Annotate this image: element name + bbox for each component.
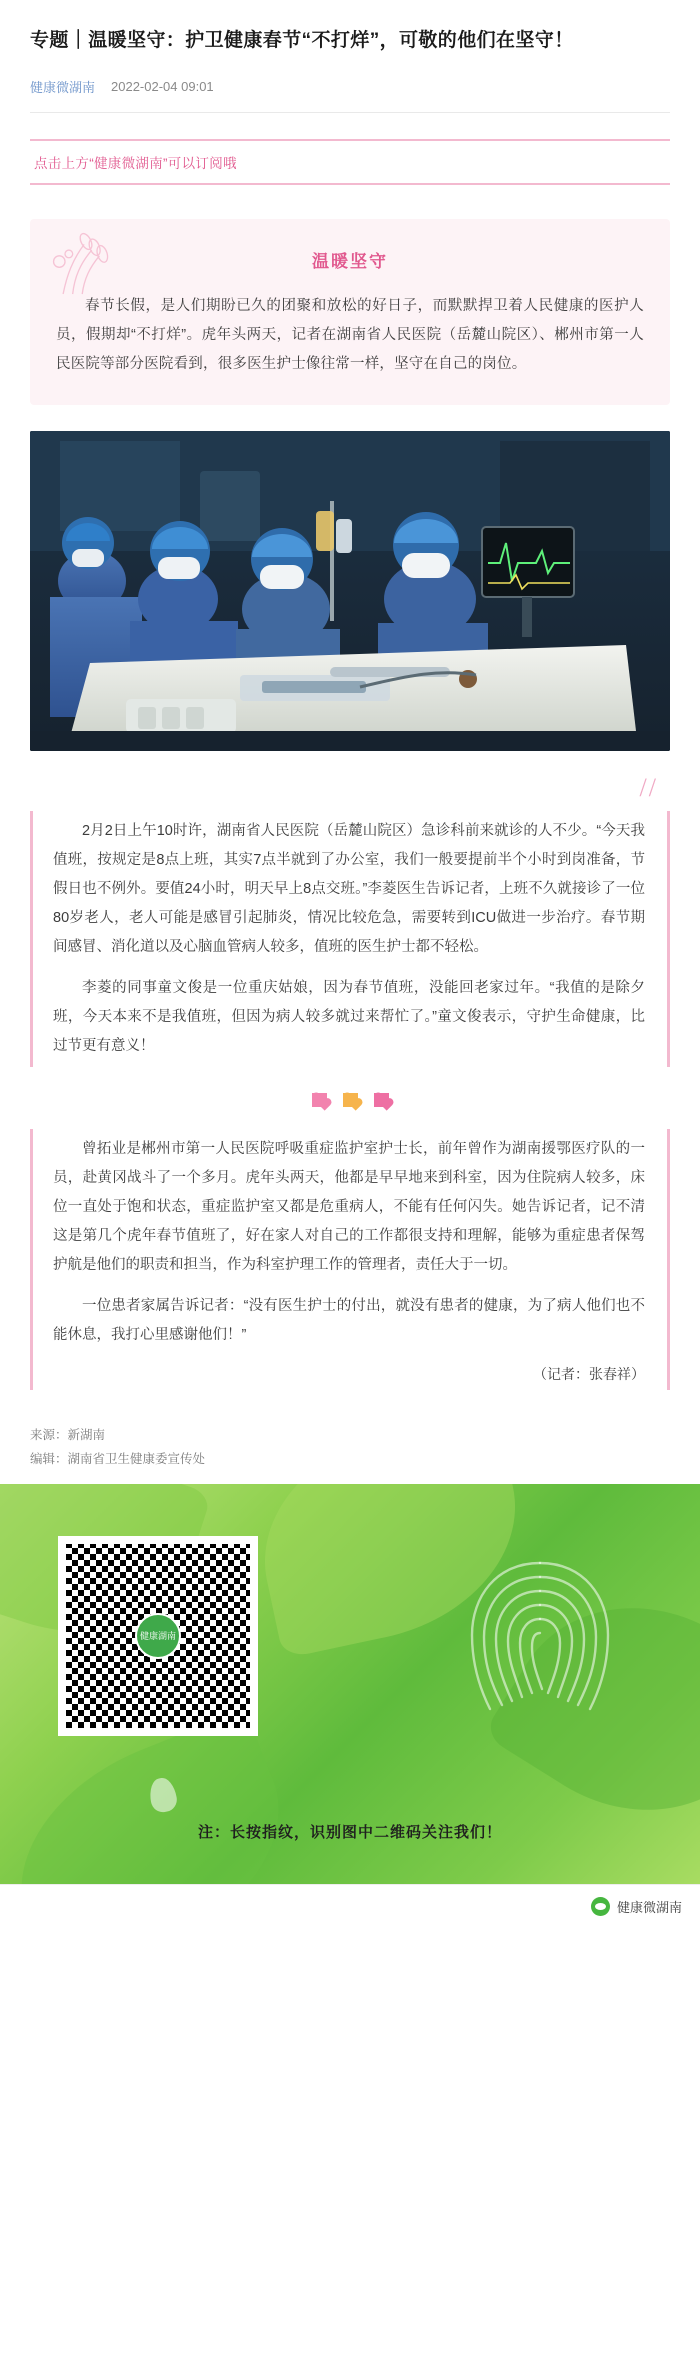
section-one-paragraph-2: 李菱的同事童文俊是一位重庆姑娘，因为春节值班，没能回老家过年。“我值的是除夕班，今天本来不是我值班，但因为病人较多就过来帮忙了。”童文俊表示，守护生命健康，比过节更有意义！: [53, 980, 645, 1055]
source-line: 来源：新湖南: [30, 1428, 106, 1443]
photo-canvas: [30, 431, 670, 751]
section-two: [30, 1129, 670, 1390]
intro-heading: 温暖坚守: [312, 252, 388, 272]
bottom-account-name[interactable]: 健康微湖南: [616, 1899, 682, 1915]
subscribe-band[interactable]: [30, 139, 670, 185]
operating-room-illustration: [30, 431, 670, 751]
qr-center-logo: 健康湖南: [135, 1613, 181, 1659]
intro-paragraph: 春节长假，是人们期盼已久的团聚和放松的好日子，而默默捍卫着人民健康的医护人员，假期却“不打烊”。虎年头两天，记者在湖南省人民医院（岳麓山院区）、郴州市第一人民医院等部分医院看到，很多医生护士像往常一样，坚守在自己的岗位。: [56, 298, 644, 373]
hearts-divider: [0, 1093, 700, 1107]
flower-decor-icon: [44, 227, 130, 299]
section-one-paragraph-1: 2月2日上午10时许，湖南省人民医院（岳麓山院区）急诊科前来就诊的人不少。“今天我值班，按规定是8点上班，其实7点半就到了办公室，我们一般要提前半个小时到岗准备，节假日也不例外。要值24小时，明天早上8点交班。”李菱医生告诉记者，上班不久就接诊了一位80岁老人，老人可能是感冒引起肺炎，情况比较危急，需要转到ICU做进一步治疗。春节期间感冒、消化道以及心脑血管病人较多，值班的医生护士都不轻松。: [53, 823, 645, 956]
heart-icon: [312, 1093, 327, 1107]
source-block: [30, 1424, 670, 1472]
reporter-signature: （记者：张春祥）: [533, 1366, 645, 1383]
header-divider: [30, 112, 670, 113]
intro-card: [30, 219, 670, 405]
article-meta: [30, 77, 670, 96]
fingerprint-icon: [450, 1539, 630, 1739]
footer-banner: [0, 1484, 700, 1884]
section-two-paragraph-2: 一位患者家属告诉记者：“没有医生护士的付出，就没有患者的健康，为了病人他们也不能休息，我打心里感谢他们！”: [53, 1298, 645, 1344]
publish-datetime: 2022-02-04 09:01: [111, 79, 214, 95]
quote-mark-top: //: [639, 773, 658, 803]
section-one: [30, 811, 670, 1067]
bottom-bar: [0, 1884, 700, 1928]
account-name[interactable]: 健康微湖南: [30, 80, 96, 96]
page-title: 专题｜温暖坚守：护卫健康春节“不打烊”，可敬的他们在坚守！: [30, 30, 574, 51]
footer-note: 注：长按指纹，识别图中二维码关注我们！: [197, 1823, 502, 1841]
section-two-paragraph-1: 曾拓业是郴州市第一人民医院呼吸重症监护室护士长，前年曾作为湖南援鄂医疗队的一员，赴黄冈战斗了一个多月。虎年头两天，他都是早早地来到科室，因为住院病人较多，床位一直处于饱和状态，重症监护室又都是危重病人，不能有任何闪失。她告诉记者，记不清这是第几个虎年春节值班了，好在家人对自己的工作都很支持和理解，能够为重症患者保驾护航是他们的职责和担当，作为科室护理工作的管理者，责任大于一切。: [53, 1141, 645, 1274]
subscribe-text: 点击上方“健康微湖南”可以订阅哦: [34, 156, 237, 172]
editor-line: 编辑：湖南省卫生健康委宣传处: [30, 1452, 206, 1467]
heart-icon: [343, 1093, 358, 1107]
wechat-icon[interactable]: [591, 1897, 610, 1916]
article-header: [0, 0, 700, 96]
heart-icon: [374, 1093, 389, 1107]
qr-code[interactable]: [58, 1536, 258, 1736]
article-photo: [30, 431, 670, 751]
